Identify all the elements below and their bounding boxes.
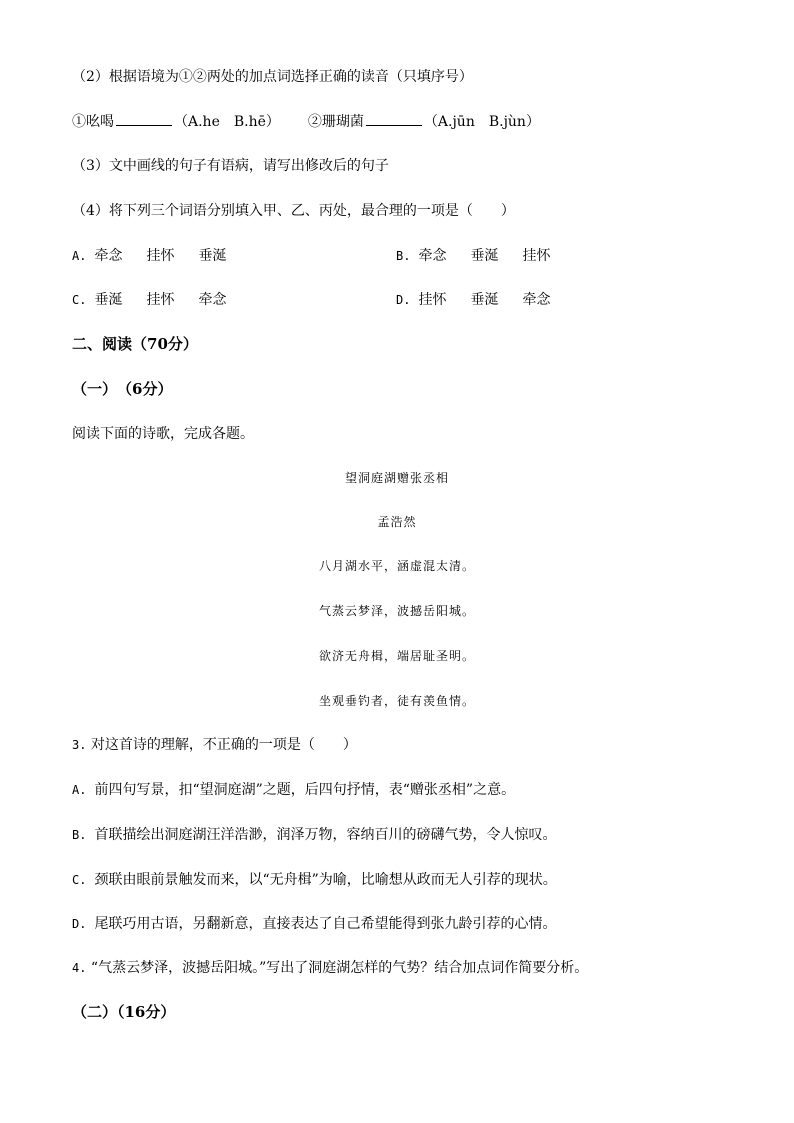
option-d[interactable] [396,290,574,310]
answer-blank-1[interactable] [116,111,172,126]
item1-choices: （A.he B.hē） [174,114,280,130]
section-2-heading: 二、阅读（70分） [72,335,198,353]
option-letter: B. [396,249,411,263]
part-1-heading: （一） （6分） [72,380,173,398]
option-letter: A. [72,783,87,797]
option-word: 牵念 [198,292,227,308]
part-2-heading: （二）（16分） [72,1003,176,1021]
question-number: 4. [72,961,87,975]
option-word: 挂怀 [146,248,175,264]
option-word: 挂怀 [522,248,551,264]
item2-word: ②珊瑚菌 [307,114,364,130]
poem-line: 欲济无舟楫，端居耻圣明。 [318,649,475,663]
question-4-sub-prompt: （4）将下列三个词语分别填入甲、乙、丙处，最合理的一项是（ ） [72,203,515,219]
option-text: 颈联由眼前景触发而来，以“无舟楫”为喻，比喻想从政而无人引荐的现状。 [94,872,557,888]
option-word: 挂怀 [146,292,175,308]
option-letter: A. [72,249,87,263]
poem-line: 坐观垂钓者，徒有羡鱼情。 [318,694,475,708]
option-text: 前四句写景，扣“望洞庭湖”之题，后四句抒情，表“赠张丞相”之意。 [94,782,516,798]
option-b[interactable] [396,246,574,266]
reading-instruction: 阅读下面的诗歌，完成各题。 [72,426,254,442]
question-prompt: 对这首诗的理解，不正确的一项是（ ） [90,737,357,753]
option-word: 垂涎 [198,248,227,264]
option-letter: B. [72,828,87,842]
option-word: 牵念 [418,248,447,264]
option-word: 垂涎 [470,292,499,308]
question-4 [72,958,588,978]
answer-blank-2[interactable] [366,111,422,126]
question-3-option-c[interactable] [72,870,557,890]
option-word: 挂怀 [418,292,447,308]
poem-title: 望洞庭湖赠张丞相 [344,471,449,485]
option-word: 牵念 [94,248,123,264]
question-2-prompt: （2）根据语境为①②两处的加点词选择正确的读音（只填序号） [72,69,473,85]
poem-line: 八月湖水平，涵虚混太清。 [318,559,475,573]
question-3-option-a[interactable] [72,780,515,800]
question-number: 3. [72,738,87,752]
option-word: 牵念 [522,292,551,308]
item2-choices: （A.jūn B.jùn） [423,114,540,130]
option-word: 垂涎 [470,248,499,264]
question-prompt: “气蒸云梦泽，波撼岳阳城。”写出了洞庭湖怎样的气势？结合加点词作简要分析。 [90,960,589,976]
option-text: 首联描绘出洞庭湖汪洋浩渺，润泽万物，容纳百川的磅礴气势，令人惊叹。 [94,827,557,843]
poem-author: 孟浩然 [377,515,417,529]
option-letter: D. [72,917,87,931]
option-letter: D. [396,293,411,307]
option-a[interactable] [72,246,250,266]
question-2-items [72,111,540,132]
question-3-option-d[interactable] [72,914,556,934]
option-letter: C. [72,873,87,887]
option-text: 尾联巧用古语，另翻新意，直接表达了自己希望能得到张九龄引荐的心情。 [94,916,557,932]
poem-line: 气蒸云梦泽，波撼岳阳城。 [318,604,475,618]
option-word: 垂涎 [94,292,123,308]
item1-word: ①吆喝 [72,114,114,130]
question-3-sub-prompt: （3）文中画线的句子有语病，请写出修改后的句子 [72,158,389,174]
question-3-option-b[interactable] [72,825,556,845]
option-c[interactable] [72,290,250,310]
option-letter: C. [72,293,87,307]
question-3 [72,735,357,755]
